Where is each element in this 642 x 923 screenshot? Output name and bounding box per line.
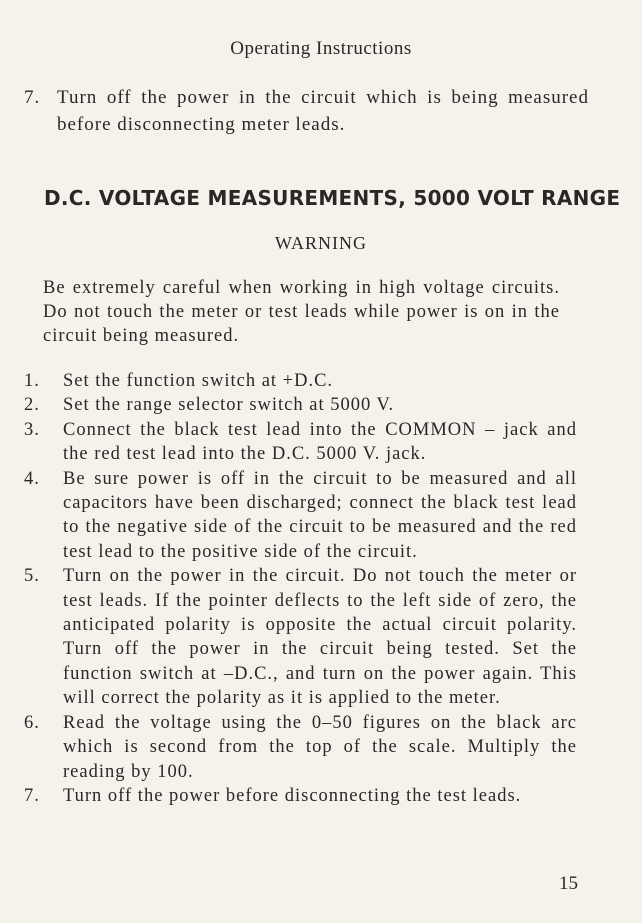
step-list [24,369,577,808]
step-text: Set the function switch at +D.C. [63,371,334,391]
step-item [24,369,577,393]
step-item [24,711,577,784]
step-text: Read the voltage using the 0–50 figures on the black arc which is second from the top of the scale. Multiply the reading by 100. [63,712,577,782]
step-item [24,564,577,710]
warning-title: WARNING [275,233,367,253]
step-text: Turn on the power in the circuit. Do not touch the meter or test leads. If the pointer deflects to the left side of zero, the anticipated polarity is opposite the actual circuit polarity. Turn off the power in the circuit being tested. Set the function switch at –D.C., and turn on the power again. This will correct the polarity as it is applied to the meter. [63,566,577,709]
warning-text: Be extremely careful when working in high voltage circuits. Do not touch the meter or test leads while power is on in the circuit being measured. [43,278,560,346]
step-text: Turn off the power before disconnecting the test leads. [63,785,522,806]
step-number: 4. [24,468,40,489]
step-item [24,418,577,467]
step-number: 3. [24,419,40,440]
continued-list-item [24,84,589,138]
list-item-number: 7. [24,87,41,108]
step-item [24,784,577,808]
list-item-text: Turn off the power in the circuit which is being measured before disconnecting meter leads. [57,87,589,135]
section-heading: D.C. VOLTAGE MEASUREMENTS, 5000 VOLT RANGE [44,186,621,210]
step-number: 7. [24,785,40,806]
step-text: Be sure power is off in the circuit to be measured and all capacitors have been discharged; connect the black test lead to the negative side of the circuit to be measured and the red test lead to the positive side of the circuit. [63,468,577,562]
step-number: 6. [24,712,40,733]
step-text: Connect the black test lead into the COMMON – jack and the red test lead into the D.C. 5000 V. jack. [63,419,577,465]
step-item [24,467,577,565]
step-text: Set the range selector switch at 5000 V. [63,395,395,416]
step-number: 5. [24,566,40,587]
page-number: 15 [559,873,578,894]
step-item [24,393,577,417]
step-number: 2. [24,395,40,416]
running-head: Operating Instructions [230,38,412,59]
step-number: 1. [24,371,40,391]
